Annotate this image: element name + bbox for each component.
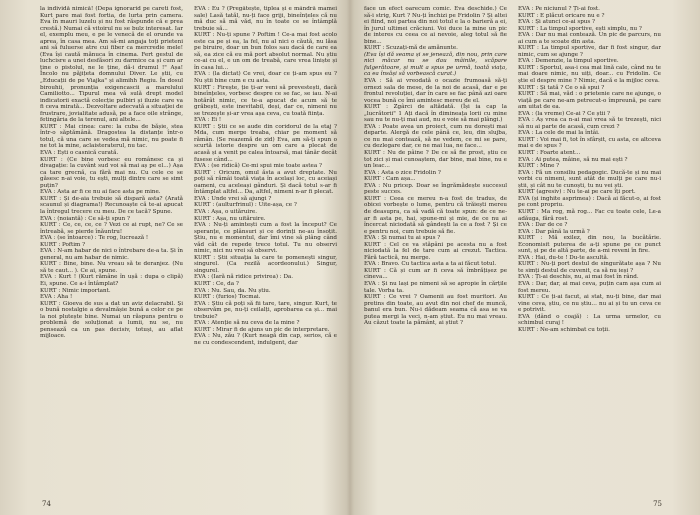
dialogue-paragraph: KURT : Ce, da ? [194, 280, 239, 287]
dialogue-paragraph: EVA : (la vreme) Ce-ai ? Ce știi ? [518, 110, 611, 117]
dialogue-paragraph: KURT : Mai cinea: care: la cuba de bășie, stea într-o săptămână. Dragostea la distanțe într-o totul, că una care se vedea mă nimic, nu poate fi ne tot la mine, aclaisteraterul, nu tac. [40, 123, 183, 150]
page-number-right: 75 [653, 500, 662, 509]
dialogue-paragraph: EVA : Ți-ai deschis, nu, ai mai fost în rând. [518, 274, 639, 281]
dialogue-paragraph: KURT : Și tată ? Ce o să spui ? [518, 84, 605, 91]
dialogue-paragraph: EVA : Aha ! [40, 294, 73, 301]
dialogue-paragraph: KURT : (furios) Tocmai. [194, 294, 261, 301]
dialogue-paragraph: EVA : Pe niciunul ? Ți-ai fost. [518, 6, 600, 12]
dialogue-paragraph: KURT : Gioeva de sus a dat un aviz delacrabil. Și o bună nostalgie a devalmășie bună a celor ce pe la noi plutește bine. Numai un răspuns pentru o problemă de soluționat a lumii, nu se, nu pensează ca un pas decisiv, totuși, au aflat mijloace. [40, 300, 183, 340]
dialogue-paragraph: KURT : Așa, nu uităruire. [194, 215, 266, 222]
dialogue-paragraph: EVA : Dar nu mai contează. Un pic de parcurs, nu ai cum a te scoate din asta. [518, 32, 661, 45]
dialogue-paragraph: EVA : (se ridică) Ce-mi spui mie toate astea ? [194, 163, 322, 170]
dialogue-paragraph: KURT : Bine, bine. Nu vreau să te deranjez. (Nu să te caut... ). Ce ai, spune. [40, 261, 183, 274]
left-page-column-2 [194, 6, 337, 496]
dialogue-paragraph: (Eva își dă seama și se jenează, din nou, prin care nici măcar nu se dau mâinile, scăpare fulgerătoare, și mult a spus pe urmă, toată viața, ca ea însăși să vorbească curat.) [364, 51, 507, 78]
dialogue-paragraph: KURT : Voi mai fi, tot în sfârșit, cu asta, ce altceva mai e de spus ? [518, 136, 661, 150]
dialogue-paragraph: face un efect oarecum comic. Eva deschide.) Ce să-i strig, Kurt ? Nu-ți închizi pe Fridolin ? Și altei ei fiind, noi partea din noi totul e la o barieră a ei, în jurul ultimei crăciuni. Voi duce la mine un pic de interes cu ceea ce ai nevoie, aleg totul să fie bine... [364, 6, 507, 45]
page-number-left: 74 [42, 500, 51, 509]
dialogue-paragraph: EVA : Asta ar fi ce nu ai face asta pe mine. [40, 189, 161, 196]
dialogue-paragraph: EVA : Hai, du-te ! Du-te ascultă. [518, 254, 609, 261]
dialogue-paragraph: EVA : Poate avea un proiect, cum nu dorești mai departe. Alergă de cele până ce, leu, din slujba, ce nu mai contează, să ne vedem, ce mi se pare, cu dezlegare dar, ce ne mai lua, ne face... [364, 123, 507, 150]
dialogue-paragraph: KURT : Nimic important. [40, 287, 111, 294]
dialogue-paragraph: KURT : La timpul sportive, ești simplu, nu ? [518, 25, 642, 32]
dialogue-paragraph: EVA : Așa, o uităruire. [194, 208, 257, 215]
dialogue-paragraph: KURT : E plăcut oricare nu e ? [518, 12, 605, 19]
dialogue-paragraph: KURT : Foarte atent... [518, 150, 581, 157]
dialogue-paragraph: KURT : Și de-aia trebuie să dispară asta? (Arată scaunul și diagrama!) Recunoaște că te-ai apucat la întregul trecere cu meu. De ce tacă? Spune. [40, 195, 183, 215]
dialogue-paragraph: EVA : Nu. Sau, da. Nu știu. [194, 287, 271, 294]
dialogue-paragraph: EVA : Nu, zău ? (Kurt neagă din cap, serios, că e ne cu condescendent, indulgent, dar [194, 333, 337, 346]
dialogue-paragraph: EVA : Unde vrei să ajungi ? [194, 195, 272, 202]
dialogue-paragraph: EVA : N-am habar de nici o întrebare de-a ta. Și în general, nu am habar de nimic. [40, 248, 183, 261]
dialogue-paragraph: EVA : Ești o casnică curată. [40, 150, 119, 157]
dialogue-paragraph: EVA : (noiantă) : Ce să-ți spun ? [40, 215, 131, 222]
dialogue-paragraph: KURT : Firește, ție ți-ar veni să prevestești, dacă bineînțeles, vorbesc despre ce se fac, se iau. N-ai hotărât nimic, ce te-a apucat de acum să te grăbești, este inevitabil, deși, dar ce, nimeni nu se trezește și-ar vrea așa ceva, cu toată ființa. [194, 84, 337, 117]
dialogue-paragraph: KURT : Mă exilez, din nou, la bucătărie. Economisit puterea de a-ți spune pe ce punct sunt, și pe de altă parte, de a-mi reveni în fire. [518, 235, 661, 255]
dialogue-paragraph: KURT : Ma rog, mă rog... Fac cu toate cele, Le-a adăuga, fără rost. [518, 208, 661, 222]
dialogue-paragraph: KURT : Mirar fi de ajuns un pic de interpretare. [194, 326, 330, 333]
dialogue-paragraph: KURT : Ce vrei ? Oamenii au fost muritori. Au pretins din toate, au avut din noi chef de muncă, banul era bun. Nu-i dădeam seama că asa se va putea mergi la veci, n-am știut. Eu nu mai vreau. Au căzut toate la pământ, ai știut ? [364, 294, 507, 327]
dialogue-paragraph: EVA : Atenție să nu ceva de la mine ? [194, 320, 300, 327]
dialogue-paragraph: KURT (agresiv) : Nu te-ai pe care îți port. [518, 189, 636, 196]
dialogue-paragraph: EVA : Dar până la urmă ? [518, 228, 590, 235]
dialogue-paragraph: EVA : Și numai tu ai spus ? [364, 235, 441, 242]
dialogue-paragraph: EVA : Ai putea, mâine, să nu mai ești ? [518, 156, 628, 163]
dialogue-paragraph: KURT : Zgârci de altădată. (Își ia cap la „lucrătorii" 1 Ați dacă în dimineața lorii cu mine sau nu te nu-ți mai aud, nu e voie să mai plângi.) [364, 104, 507, 124]
dialogue-paragraph: EVA : Știu că poți să fii tare, tare, singur. Kurt, te observăm pe, nu-ți ceilalți, aprobarea ca și... mai trebuie? [194, 300, 337, 320]
dialogue-paragraph: KURT : Poftim ? [40, 241, 86, 248]
right-page-column-1 [364, 6, 507, 496]
dialogue-paragraph: KURT : Să mai, văd : o prietenie care ne ajunge, o viață pe care ne-am petrecut-o împreună, pe care am uitat de ea. [518, 91, 661, 111]
right-page [364, 6, 664, 512]
dialogue-paragraph: KURT : Ne-am schimbat cu toții. [518, 326, 610, 333]
dialogue-paragraph: EVA : Dar de ce ? [518, 222, 568, 229]
dialogue-paragraph: KURT : Că și cum ar fi ceva să îmbrățișez pe cineva... [364, 267, 507, 281]
dialogue-paragraph: KURT : La timpul sportive, dar fi fost singur, dar nimic, cum se ajunge ? [518, 45, 661, 58]
right-page-column-2 [518, 6, 661, 496]
dialogue-paragraph: EVA : (la dictat) Ce vrei, doar ce ți-am spus eu ? Nu știi bine cum e cu asta. [194, 71, 337, 85]
dialogue-paragraph: EVA : (Iară nă ridice privirea) : Da. [194, 274, 294, 281]
dialogue-paragraph: EVA : Nu pricep. Doar se îngrămădește succesul peste succes. [364, 182, 507, 196]
dialogue-paragraph: EVA : La cele de mai la întâi. [518, 130, 600, 137]
dialogue-paragraph: KURT : Cam așa... [364, 176, 416, 183]
dialogue-paragraph: KURT : (aulturfrinul) : Uite-așa, ce ? [194, 202, 297, 209]
dialogue-paragraph: EVA : Asta o zice Fridolin ? [364, 169, 441, 176]
dialogue-paragraph: KURT : Nu-ți spune ? Poftim ! Ce-a mai fost acolo este ca pe și ea, la fel, nu al nici o căută, nu lăsa pe biruire, doar un bun folos sau dacă de care ea să, ea zice că eu mă port absolut normal. Nu știu ce-ai cu el, e un om de treabă, care vrea liniște și în casa lui... [194, 32, 337, 71]
dialogue-paragraph: EVA : Nu-ți amintești cum a fost la început? Ce speranțe, ce plânsuri și ce dorinți ne-au însoțit. Știu, nu e momentul, dar îmi vine să plâng când văd cât de repede trece totul. Tu nu observi nimic, nici nu vrei să observi. [194, 222, 337, 255]
dialogue-paragraph: EVA : Demenzie, la timpul sportive. [518, 58, 619, 65]
dialogue-paragraph: KURT : Ce, ce, ce, ce ? Vezi ce ai rupt, ne? Ce se întreabă, se pierde înăuntru! [40, 222, 183, 235]
dialogue-paragraph: KURT : Nu-ți port destul de singurătate așa ? Nu te simți destul de cuvenit, ca să nu ieși ? [518, 261, 661, 274]
dialogue-paragraph: EVA : (se întoarce) : Te rog, lucrează ! [40, 235, 149, 242]
dialogue-paragraph: KURT : Ceea ce mereu n-a fost de tradus, de obicei vorbește o lume, pentru că trăiești mereu de deasupra, ca să vadă că toate spun: de ce ne-ar fi asta pe, hai, spune-mi și mie, de ce nu ai încercat niciodată să gândești la ce a fost ? Și ce e pentru noi, cum trebuie să fie. [364, 195, 507, 235]
dialogue-paragraph: EVA : Kurt ! (Kurt rămâne în ușă : dupa o clipă) Ei, spune. Ce a-i întâmplat? [40, 274, 183, 287]
dialogue-paragraph: EVA : Eu ? (Pregătește, tiplea și e mândră mamei sale) Lasă tatăl, nu-ți face griji, bineînțeles că nu mă duc să mă văd, nu în toate ce se întâmplă trebuie să... [194, 6, 337, 32]
left-page-column-1 [40, 6, 183, 496]
dialogue-paragraph: la individă nimică! (Depa ignorarid pe careti fost, Kurt pare mai fost fortia, de lurta prin camera. Eva în mauri luzelu și nu fost răspunde că e prea crestă.) Numai că vitoirul nu se bulz interesat. Iar el, exemplu meu, e pe le venecă de el orunde va aprea, în casa mea. Am să-mi angaja toți prieteni ani să fuluerse atre cui fiber ca mercredie mele! (Eva își caută mănuca în cinema. Fert gestul de luchcisre a unei desfăsori zu darmice ca și cum ar ține o pistolul, ne le ține, dă-i drumul !" Așa! Încolo nu păjițeta domnului Diver. Le știi, cu „Educații de pe Viajka" și alimihh Regiu. În dosul birouhii, pronunția exigencascii a marelului Camiliotto... Tipurul mea vă sulă drept model indicatorii exactă colecție pulbiri și iluzie care va fi ceva mirată... Dezvoltare adecvată a situației de frustrare, jovialitate adusă, pe a face oile strânge, fetingăria de la terenul, ani altele... [40, 6, 183, 124]
dialogue-paragraph: KURT : Ce ți-ai facut, ai stat, nu-ți bine, dar mai vine ceva, știu, ce nu știu... nu ai și tu un ceva ce e potrivit. [518, 294, 661, 314]
dialogue-paragraph: KURT : Oricum, omul ăsta a avut dreptate. Nu poți să rămâi toată viața în același loc, cu aceiași oameni, cu aceleași gânduri. Și dacă totul s-ar fi întâmplat altfel... Da, altfel, nimeni n-ar fi plecat. [194, 169, 337, 196]
dialogue-paragraph: KURT : Mine ? [518, 163, 560, 170]
dialogue-paragraph: EVA : Bravo. Cu tactica asta a ta ai făcut totul. [364, 261, 497, 268]
dialogue-paragraph: EVA (dând o coajă) : La urma urmelor, cu schimbul curaj ! [518, 313, 661, 327]
dialogue-paragraph: EVA (și inghite asprimea) : Dacă ai făcut-o, ai fost pe cont propriu. [518, 195, 661, 209]
dialogue-paragraph: EVA : Și nu lași pe nimeni să se apropie în cărțile tale. Vorba ta. [364, 280, 507, 294]
dialogue-paragraph: EVA : Ei ! [194, 117, 222, 124]
dialogue-paragraph: KURT : (Ce bine vorbesc eu românesc ca și divagație: la cuvânt sud voi să mai aș pe el...) Așa ca tare grecnă, ca fără mai nu. Cu cele ce se găsesc n-ai voie, tu ești, mulți dintre care se simt puțin? [40, 156, 183, 189]
dialogue-paragraph: KURT : Nu de pâine ? De ce să fie prost, știu ce tot zici și mai cunoaștem, dar bine, mai bine, nu e un leac... [364, 150, 507, 170]
dialogue-paragraph: KURT : Sportul, asa-i cea mai lină cale, când nu te mai doare nimic, nu uiți, doar... cu Fridolin. Ce știe el despre mine ? Nimic, dacă e la mijloc ceva. [518, 64, 661, 85]
dialogue-paragraph: EVA : Dar, dar, ai mai ceva, puțin cam așa cum ai fost mereu. [518, 280, 661, 294]
dialogue-paragraph: EVA : Și atunci ce-ai spus ? [518, 19, 596, 26]
dialogue-paragraph: EVA : Să ai vreodată o ocazie frumoasă să-ți ornezi sala de mese, de la noi de acasă, dar e pe frontul revoluției, dar în care se fac până azi oare vocea bună ce îmi amintesc mereu de el. [364, 78, 507, 104]
dialogue-paragraph: EVA : Fă un consiliu pedagogic. Ducă-te și nu mai vorbi cu nimeni, sunt atât de mulți pe care nu-i știi, și cât nu te cunoști, tu nu vei ști. [518, 169, 661, 189]
dialogue-paragraph: KURT : Știi situația la care te pomenești singur, singurel. (Ca rezilă acordeonului.) Singur, singurel. [194, 254, 337, 274]
dialogue-paragraph: EVA : Aș vrea ca n-ai mai vrea să te trezești, nici să nu ai parte de acasă, cum crezi ? [518, 117, 661, 130]
left-page [40, 6, 340, 512]
dialogue-paragraph: KURT : Scuzați-mă de amănunte. [364, 45, 458, 52]
dialogue-paragraph: KURT : Cel ce va stăpâni pe acesta nu a fost niciodată la fel de tare cum ai crezut. Tactica. Fără tactică, nu merge. [364, 241, 507, 261]
dialogue-paragraph: KURT : Știi ce se aude din coridorul de la etaj ? Mda, cum merge treaba, chiar pe moment să rămân. (Se reazemă de zid) Eva, am să-ți spun o scurtă istorie despre un om care a plecat de acasă și a venit pe calea întoarsă, mai tânăr decât fusese când... [194, 123, 337, 163]
